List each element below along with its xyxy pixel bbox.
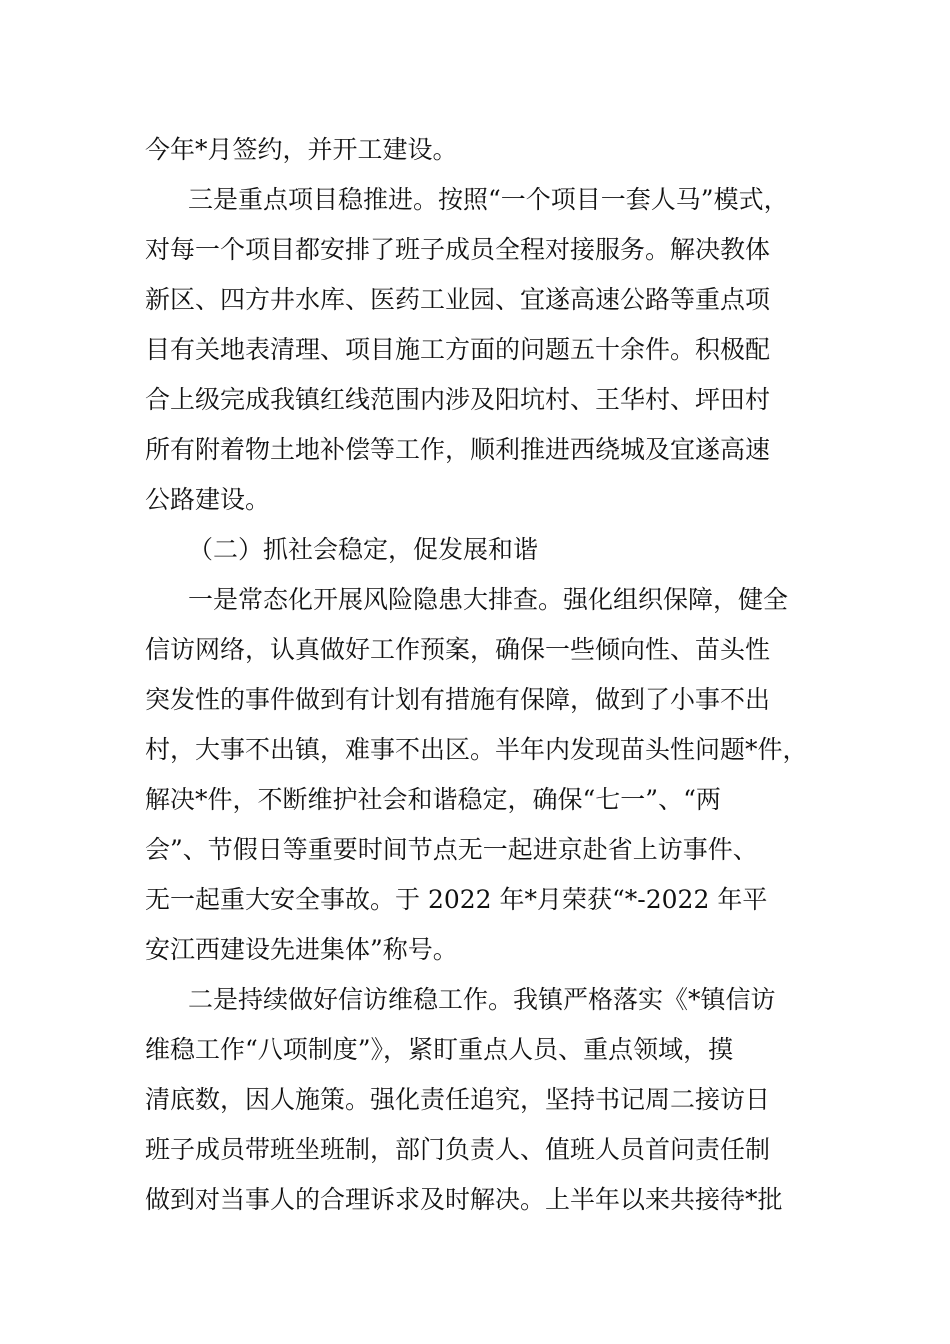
text-line: 突发性的事件做到有计划有措施有保障，做到了小事不出 xyxy=(145,685,771,714)
text-line: 无一起重大安全事故。于 2022 年*月荣获“*-2022 年平 xyxy=(145,885,768,914)
text-line: 目有关地表清理、项目施工方面的问题五十余件。积极配 xyxy=(145,335,771,364)
text-line: 一是常态化开展风险隐患大排查。强化组织保障，健全 xyxy=(188,585,789,614)
text-line: 三是重点项目稳推进。按照“一个项目一套人马”模式， xyxy=(188,185,789,214)
text-line: 安江西建设先进集体”称号。 xyxy=(145,935,458,964)
text-line: 二是持续做好信访维稳工作。我镇严格落实《*镇信访 xyxy=(188,985,776,1014)
text-line: 合上级完成我镇红线范围内涉及阳坑村、王华村、坪田村 xyxy=(145,385,771,414)
text-line: 所有附着物土地补偿等工作，顺利推进西绕城及宜遂高速 xyxy=(145,435,771,464)
text-line: 今年*月签约，并开工建设。 xyxy=(145,135,458,164)
text-line: 公路建设。 xyxy=(145,485,271,514)
text-line: 解决*件，不断维护社会和谐稳定，确保“七一”、“两 xyxy=(145,785,721,814)
text-line: 信访网络，认真做好工作预案，确保一些倾向性、苗头性 xyxy=(145,635,771,664)
text-line: 新区、四方井水库、医药工业园、宜遂高速公路等重点项 xyxy=(145,285,771,314)
text-line: 会”、节假日等重要时间节点无一起进京赴省上访事件、 xyxy=(145,835,758,864)
section-heading: （二）抓社会稳定，促发展和谐 xyxy=(188,535,539,564)
text-line: 对每一个项目都安排了班子成员全程对接服务。解决教体 xyxy=(145,235,771,264)
text-line: 做到对当事人的合理诉求及时解决。上半年以来共接待*批 xyxy=(145,1185,783,1214)
text-line: 清底数，因人施策。强化责任追究，坚持书记周二接访日 xyxy=(145,1085,771,1114)
text-line: 维稳工作“八项制度”》，紧盯重点人员、重点领域，摸 xyxy=(145,1035,734,1064)
text-line: 班子成员带班坐班制，部门负责人、值班人员首问责任制 xyxy=(145,1135,771,1164)
text-line: 村，大事不出镇，难事不出区。半年内发现苗头性问题*件， xyxy=(145,735,808,764)
